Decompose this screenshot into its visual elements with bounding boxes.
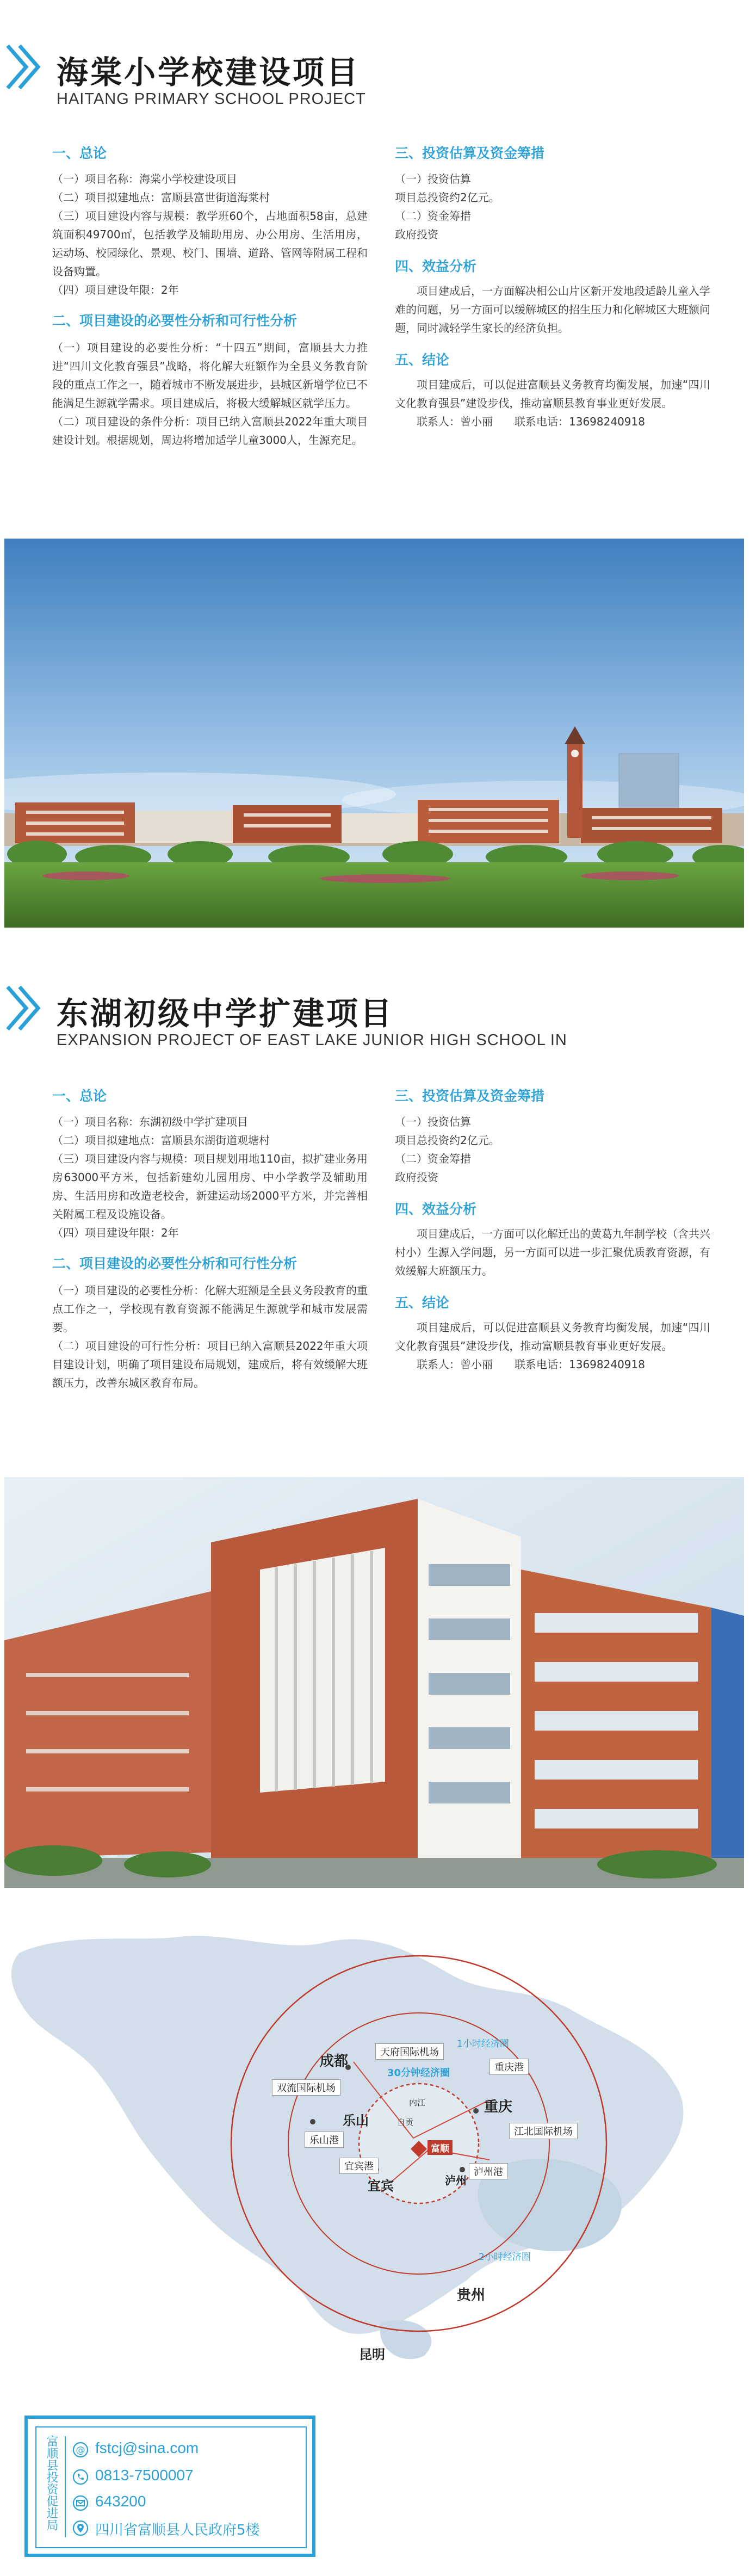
item-name: （一）项目名称：海棠小学校建设项目 xyxy=(52,172,237,186)
page-title: 海棠小学校建设项目 xyxy=(57,54,361,91)
section-heading: 二、项目建设的必要性分析和可行性分析 xyxy=(52,1256,298,1271)
contact-postcode: 643200 xyxy=(95,2493,146,2510)
label-luzhou-port: 泸州港 xyxy=(469,2163,508,2179)
invest-value: 项目总投资约2亿元。 xyxy=(395,1134,500,1147)
postcode-icon xyxy=(72,2495,89,2511)
item-location: （二）项目拟建地点：富顺县富世街道海棠村 xyxy=(52,191,270,204)
item-duration: （四）项目建设年限：2年 xyxy=(52,1226,179,1239)
divider xyxy=(65,2436,66,2537)
contact-email: fstcj@sina.com xyxy=(95,2439,199,2456)
paragraph xyxy=(395,1113,710,1187)
label-leshan-port: 乐山港 xyxy=(305,2132,344,2148)
ring-1h-label: 1小时经济圈 xyxy=(457,2038,509,2049)
feasibility: （二）项目建设的条件分析：项目已纳入富顺县2022年重大项目建设计划。根据规划，周边将增加适学儿童3000人，生源充足。 xyxy=(52,415,368,447)
label-yibin-port: 宜宾港 xyxy=(339,2158,379,2174)
paragraph: 项目建成后，一方面解决相公山片区新开发地段适龄儿童入学难的问题，另一方面可以缓解城区的招生压力和化解城区大班额问题，同时减轻学生家长的经济负担。 xyxy=(395,285,710,335)
city-yibin: 宜宾 xyxy=(368,2178,394,2194)
right-column xyxy=(395,143,710,431)
section-heading: 三、投资估算及资金筹措 xyxy=(395,1088,545,1104)
label-jiangbei-airport: 江北国际机场 xyxy=(509,2123,578,2139)
section-heading: 三、投资估算及资金筹措 xyxy=(395,145,545,161)
page-subtitle: HAITANG PRIMARY SCHOOL PROJECT xyxy=(57,90,366,108)
city-neijiang: 内江 xyxy=(409,2098,426,2108)
fund-label: （二）资金筹措 xyxy=(395,209,471,223)
item-duration: （四）项目建设年限：2年 xyxy=(52,283,179,296)
city-leshan: 乐山 xyxy=(343,2113,369,2128)
chevron-icon xyxy=(4,984,44,1033)
item-name: （一）项目名称：东湖初级中学扩建项目 xyxy=(52,1115,248,1128)
label-shuangliu-airport: 双流国际机场 xyxy=(272,2079,340,2096)
page-subtitle: EXPANSION PROJECT OF EAST LAKE JUNIOR HIGH SCHOOL IN xyxy=(57,1031,567,1049)
paragraph: 项目建成后，可以促进富顺县义务教育均衡发展，加速“四川文化教育强县”建设步伐，推动富顺县教育事业更好发展。 xyxy=(395,1321,710,1352)
invest-label: （一）投资估算 xyxy=(395,172,471,186)
paragraph xyxy=(52,338,368,449)
item-scope: （三）项目建设内容与规模：项目规划用地110亩，拟扩建业务用房63000平方米，包括新建幼儿园用房、中小学教学及辅助用房、生活用房和改造老校舍，新建运动场2000平方米，并完善相关附属工程及设施设备。 xyxy=(52,1152,368,1221)
label-tianfu-airport: 天府国际机场 xyxy=(375,2043,444,2060)
contact-address: 四川省富顺县人民政府5楼 xyxy=(95,2522,260,2538)
section-heading: 四、效益分析 xyxy=(395,258,477,274)
phone-icon xyxy=(72,2469,89,2485)
necessity: （一）项目建设的必要性分析：“十四五”期间，富顺县大力推进“四川文化教育强县”战略，将化解大班额作为全县义务教育阶段的重点工作之一，随着城市不断发展进步，县城区新增学位已不能满足生源就学需求。项目建成后，将极大缓解城区就学压力。 xyxy=(52,341,368,410)
svg-text:@: @ xyxy=(76,2445,85,2456)
necessity: （一）项目建设的必要性分析：化解大班额是全县义务段教育的重点工作之一，学校现有教育资源不能满足生源就学和城市发展需要。 xyxy=(52,1284,368,1334)
contact-line: 联系人：曾小丽 联系电话：13698240918 xyxy=(417,1358,645,1371)
paragraph: 项目建成后，可以促进富顺县义务教育均衡发展，加速“四川文化教育强县”建设步伐，推动富顺县教育事业更好发展。 xyxy=(395,378,710,410)
section-heading: 五、结论 xyxy=(395,352,450,368)
org-name-vertical: 富顺县投资促进局 xyxy=(45,2435,58,2531)
fund-value: 政府投资 xyxy=(395,228,438,241)
chevron-icon xyxy=(4,42,44,91)
section-heading: 一、总论 xyxy=(52,1088,107,1104)
city-zigong: 自贡 xyxy=(397,2117,414,2127)
feasibility: （二）项目建设的可行性分析：项目已纳入富顺县2022年重大项目建设计划，明确了项目建设布局规划，建成后，将有效缓解大班额压力，改善东城区教育布局。 xyxy=(52,1339,368,1389)
paragraph xyxy=(395,170,710,244)
paragraph: 项目建成后，一方面可以化解迁出的黄葛九年制学校（含共兴村小）生源入学问题，另一方面可以进一步汇聚优质教育资源，有效缓解大班额压力。 xyxy=(395,1227,710,1277)
contact-line: 联系人：曾小丽 联系电话：13698240918 xyxy=(417,415,645,428)
email-icon xyxy=(72,2442,89,2458)
city-chengdu: 成都 xyxy=(320,2053,349,2070)
middle-school-rendering-photo xyxy=(4,1477,744,1888)
location-map xyxy=(0,1920,756,2367)
paragraph xyxy=(52,1113,368,1242)
city-guizhou: 贵州 xyxy=(457,2287,486,2303)
fund-value: 政府投资 xyxy=(395,1171,438,1184)
left-column xyxy=(52,1085,368,1392)
city-chongqing: 重庆 xyxy=(484,2099,513,2115)
ring-2h-label: 2小时经济圈 xyxy=(479,2252,531,2263)
school-rendering-photo xyxy=(4,539,744,928)
item-scope: （三）项目建设内容与规模：教学班60个，占地面积58亩，总建筑面积49700㎡，包括教学及辅助用房、办公用房、生活用房，运动场、校园绿化、景观、校门、围墙、道路、管网等附属工程和设备购置。 xyxy=(52,209,368,278)
city-kunming: 昆明 xyxy=(359,2347,385,2362)
right-column xyxy=(395,1085,710,1374)
section-heading: 五、结论 xyxy=(395,1295,450,1311)
contact-card xyxy=(24,2416,315,2557)
label-chongqing-port: 重庆港 xyxy=(489,2059,529,2075)
page-title: 东湖初级中学扩建项目 xyxy=(57,995,394,1032)
section-heading: 二、项目建设的必要性分析和可行性分析 xyxy=(52,313,298,329)
left-column xyxy=(52,143,368,449)
fund-label: （二）资金筹措 xyxy=(395,1152,471,1165)
section-heading: 四、效益分析 xyxy=(395,1201,477,1217)
contact-phone: 0813-7500007 xyxy=(95,2467,194,2484)
section-heading: 一、总论 xyxy=(52,145,107,161)
invest-value: 项目总投资约2亿元。 xyxy=(395,191,500,204)
item-location: （二）项目拟建地点：富顺县东湖街道观塘村 xyxy=(52,1134,270,1147)
paragraph xyxy=(52,170,368,299)
city-fushun: 富顺 xyxy=(427,2140,453,2155)
ring-30min-label: 30分钟经济圈 xyxy=(387,2067,450,2079)
paragraph xyxy=(52,1281,368,1392)
invest-label: （一）投资估算 xyxy=(395,1115,471,1128)
location-pin-icon xyxy=(72,2520,89,2536)
city-luzhou: 泸州 xyxy=(445,2174,467,2187)
